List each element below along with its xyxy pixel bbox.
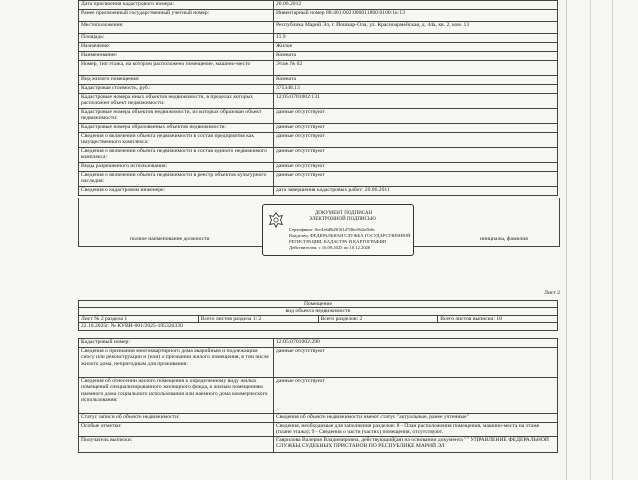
row-label: Сведения о включении объекта недвижимости в состав предприятия как имущественного комплекса: <box>79 133 274 148</box>
row-label: Дата присвоения кадастрового номера: <box>79 1 274 10</box>
object-details-table <box>78 0 558 196</box>
table-row <box>79 52 558 61</box>
row-value: 375348.13 <box>274 85 558 94</box>
object-section-table <box>78 300 558 331</box>
table-row <box>79 76 558 85</box>
row-label: Площадь: <box>79 34 274 43</box>
row-value: Инвентарный номер 88:401:002:000011860:0100:1к:13 <box>274 10 558 22</box>
row-value: Гаврилова Валерия Владимировна, действующий(ая) на основании документа "" УПРАВЛЕНИЕ ФЕДЕРАЛЬНОЙ СЛУЖБЫ СУДЕБНЫХ ПРИСТАВОВ ПО РЕСПУБЛИКЕ МАРИЙ ЭЛ <box>274 437 558 453</box>
meta-sheets-section: Всего листов раздела 1: 2 <box>198 315 318 322</box>
row-label: Особые отметки: <box>79 423 274 437</box>
electronic-signature-stamp <box>262 204 414 256</box>
row-value: Этаж № 02 <box>274 61 558 76</box>
table-row <box>79 148 558 163</box>
row-label: Сведения об отнесении жилого помещения к определенному виду жилых помещений специализированного жилищного фонда, к жилым помещениям наемного дома социального использования или наемного дома коммерческого использования: <box>79 378 274 414</box>
row-label: Ранее присвоенный государственный учетный номер: <box>79 10 274 22</box>
row-label: Сведения о включении объекта недвижимости в реестр объектов культурного наследия: <box>79 172 274 187</box>
table-row <box>79 163 558 172</box>
table-row <box>79 339 558 348</box>
row-value: Республика Марий Эл, г. Йошкар-Ола, ул. Красноармейская, д. 44а, кв. 2, ком. 13 <box>274 22 558 34</box>
scan-streak <box>566 0 567 480</box>
row-value: 11.9 <box>274 34 558 43</box>
row-value: данные отсутствуют <box>274 348 558 378</box>
stamp-title-1: ДОКУМЕНТ ПОДПИСАН <box>315 211 373 216</box>
row-label: Кадастровые номера объектов недвижимости, из которых образован объект недвижимости: <box>79 109 274 124</box>
table-row <box>79 172 558 187</box>
table-row <box>79 94 558 109</box>
row-value: данные отсутствуют <box>274 133 558 148</box>
table-row <box>79 414 558 423</box>
row-label: Кадастровая стоимость, руб.: <box>79 85 274 94</box>
sheet-number: Лист 2 <box>544 290 560 296</box>
row-label: Статус записи об объекте недвижимости: <box>79 414 274 423</box>
row-label: Кадастровые номера образованных объектов недвижимости: <box>79 124 274 133</box>
row-label: Кадастровые номера иных объектов недвижимости, в пределах которых расположен объект недвижимости: <box>79 94 274 109</box>
row-label: Сведения о кадастровом инженере: <box>79 187 274 196</box>
row-label: Наименование: <box>79 52 274 61</box>
table-row <box>79 1 558 10</box>
object-section-rows <box>78 338 558 453</box>
table-row <box>79 187 558 196</box>
table-row <box>79 10 558 22</box>
table-row <box>79 34 558 43</box>
stamp-line-2: Владелец: ФЕДЕРАЛЬНАЯ СЛУЖБА ГОСУДАРСТВЕННОЙ <box>289 233 411 238</box>
meta-sheet-no: Лист № 2 раздела 1 <box>79 315 199 322</box>
stamp-line-3: РЕГИСТРАЦИИ, КАДАСТРА И КАРТОГРАФИИ <box>289 239 387 244</box>
stamp-title-2: ЭЛЕКТРОННОЙ ПОДПИСЬЮ <box>309 217 376 222</box>
meta-sections: Всего разделов: 2 <box>318 315 438 322</box>
stamp-line-4: Действителен: с 16.09.2025 по 10.12.2026 <box>289 245 371 250</box>
row-value: Комната <box>274 52 558 61</box>
row-label: Виды разрешенного использования: <box>79 163 274 172</box>
table-row <box>79 124 558 133</box>
row-label: Получатель выписки: <box>79 437 274 453</box>
row-value: данные отсутствуют <box>274 172 558 187</box>
row-value: 20.06.2012 <box>274 1 558 10</box>
row-value: Комната <box>274 76 558 85</box>
table-row <box>79 109 558 124</box>
section-subtitle: вид объекта недвижимости <box>79 308 558 315</box>
row-value: дата завершения кадастровых работ: 20.06.2011 <box>274 187 558 196</box>
row-label: Вид жилого помещения: <box>79 76 274 85</box>
row-label: Сведения о признании многоквартирного дома аварийным и подлежащим сносу или реконструкции и (или) о признании жилого помещения, в том числе жилого дома, непригодным для проживания: <box>79 348 274 378</box>
row-label: Местоположение: <box>79 22 274 34</box>
row-value: данные отсутствуют <box>274 378 558 414</box>
row-label: Сведения о включении объекта недвижимости в состав единого недвижимого комплекса: <box>79 148 274 163</box>
row-value: данные отсутствуют <box>274 124 558 133</box>
table-row <box>79 378 558 414</box>
row-label: Кадастровый номер: <box>79 339 274 348</box>
scan-streak <box>590 0 591 480</box>
row-label: Номер, тип этажа, на котором расположено помещение, машино-место <box>79 61 274 76</box>
table-row <box>79 423 558 437</box>
row-value: Сведения, необходимые для заполнения разделов: 8 - План расположения помещения, машино-места на этаже (плане этажа); 9 - Сведения о части (частях) помещения, отсутствуют. <box>274 423 558 437</box>
row-value: Сведения об объекте недвижимости имеют статус "актуальные, ранее учтенные" <box>274 414 558 423</box>
table-row <box>79 43 558 52</box>
row-value: 12:05:0701002:290 <box>274 339 558 348</box>
table-row <box>79 348 558 378</box>
scan-streak <box>612 0 613 480</box>
position-caption: полное наименование должности <box>130 236 210 242</box>
table-row <box>79 85 558 94</box>
row-value: Жилое <box>274 43 558 52</box>
section-title: Помещение <box>79 301 558 308</box>
stamp-line-1: Сертификат: 0ec4e6d8d3f3f1d7f8ec0b2a5b6c <box>289 227 376 232</box>
row-value: данные отсутствуют <box>274 148 558 163</box>
extract-date-number: 22.10.2025г. № КУВИ-001/2025-195326330 <box>79 323 558 330</box>
emblem-icon <box>267 211 285 229</box>
row-value: данные отсутствуют <box>274 109 558 124</box>
table-row <box>79 133 558 148</box>
row-value: 12:05:0701002:131 <box>274 94 558 109</box>
row-label: Назначение: <box>79 43 274 52</box>
table-row <box>79 437 558 453</box>
table-row <box>79 22 558 34</box>
meta-total-sheets: Всего листов выписки: 18 <box>438 315 558 322</box>
row-value: данные отсутствуют <box>274 163 558 172</box>
name-caption: инициалы, фамилия <box>480 236 528 242</box>
table-row <box>79 61 558 76</box>
